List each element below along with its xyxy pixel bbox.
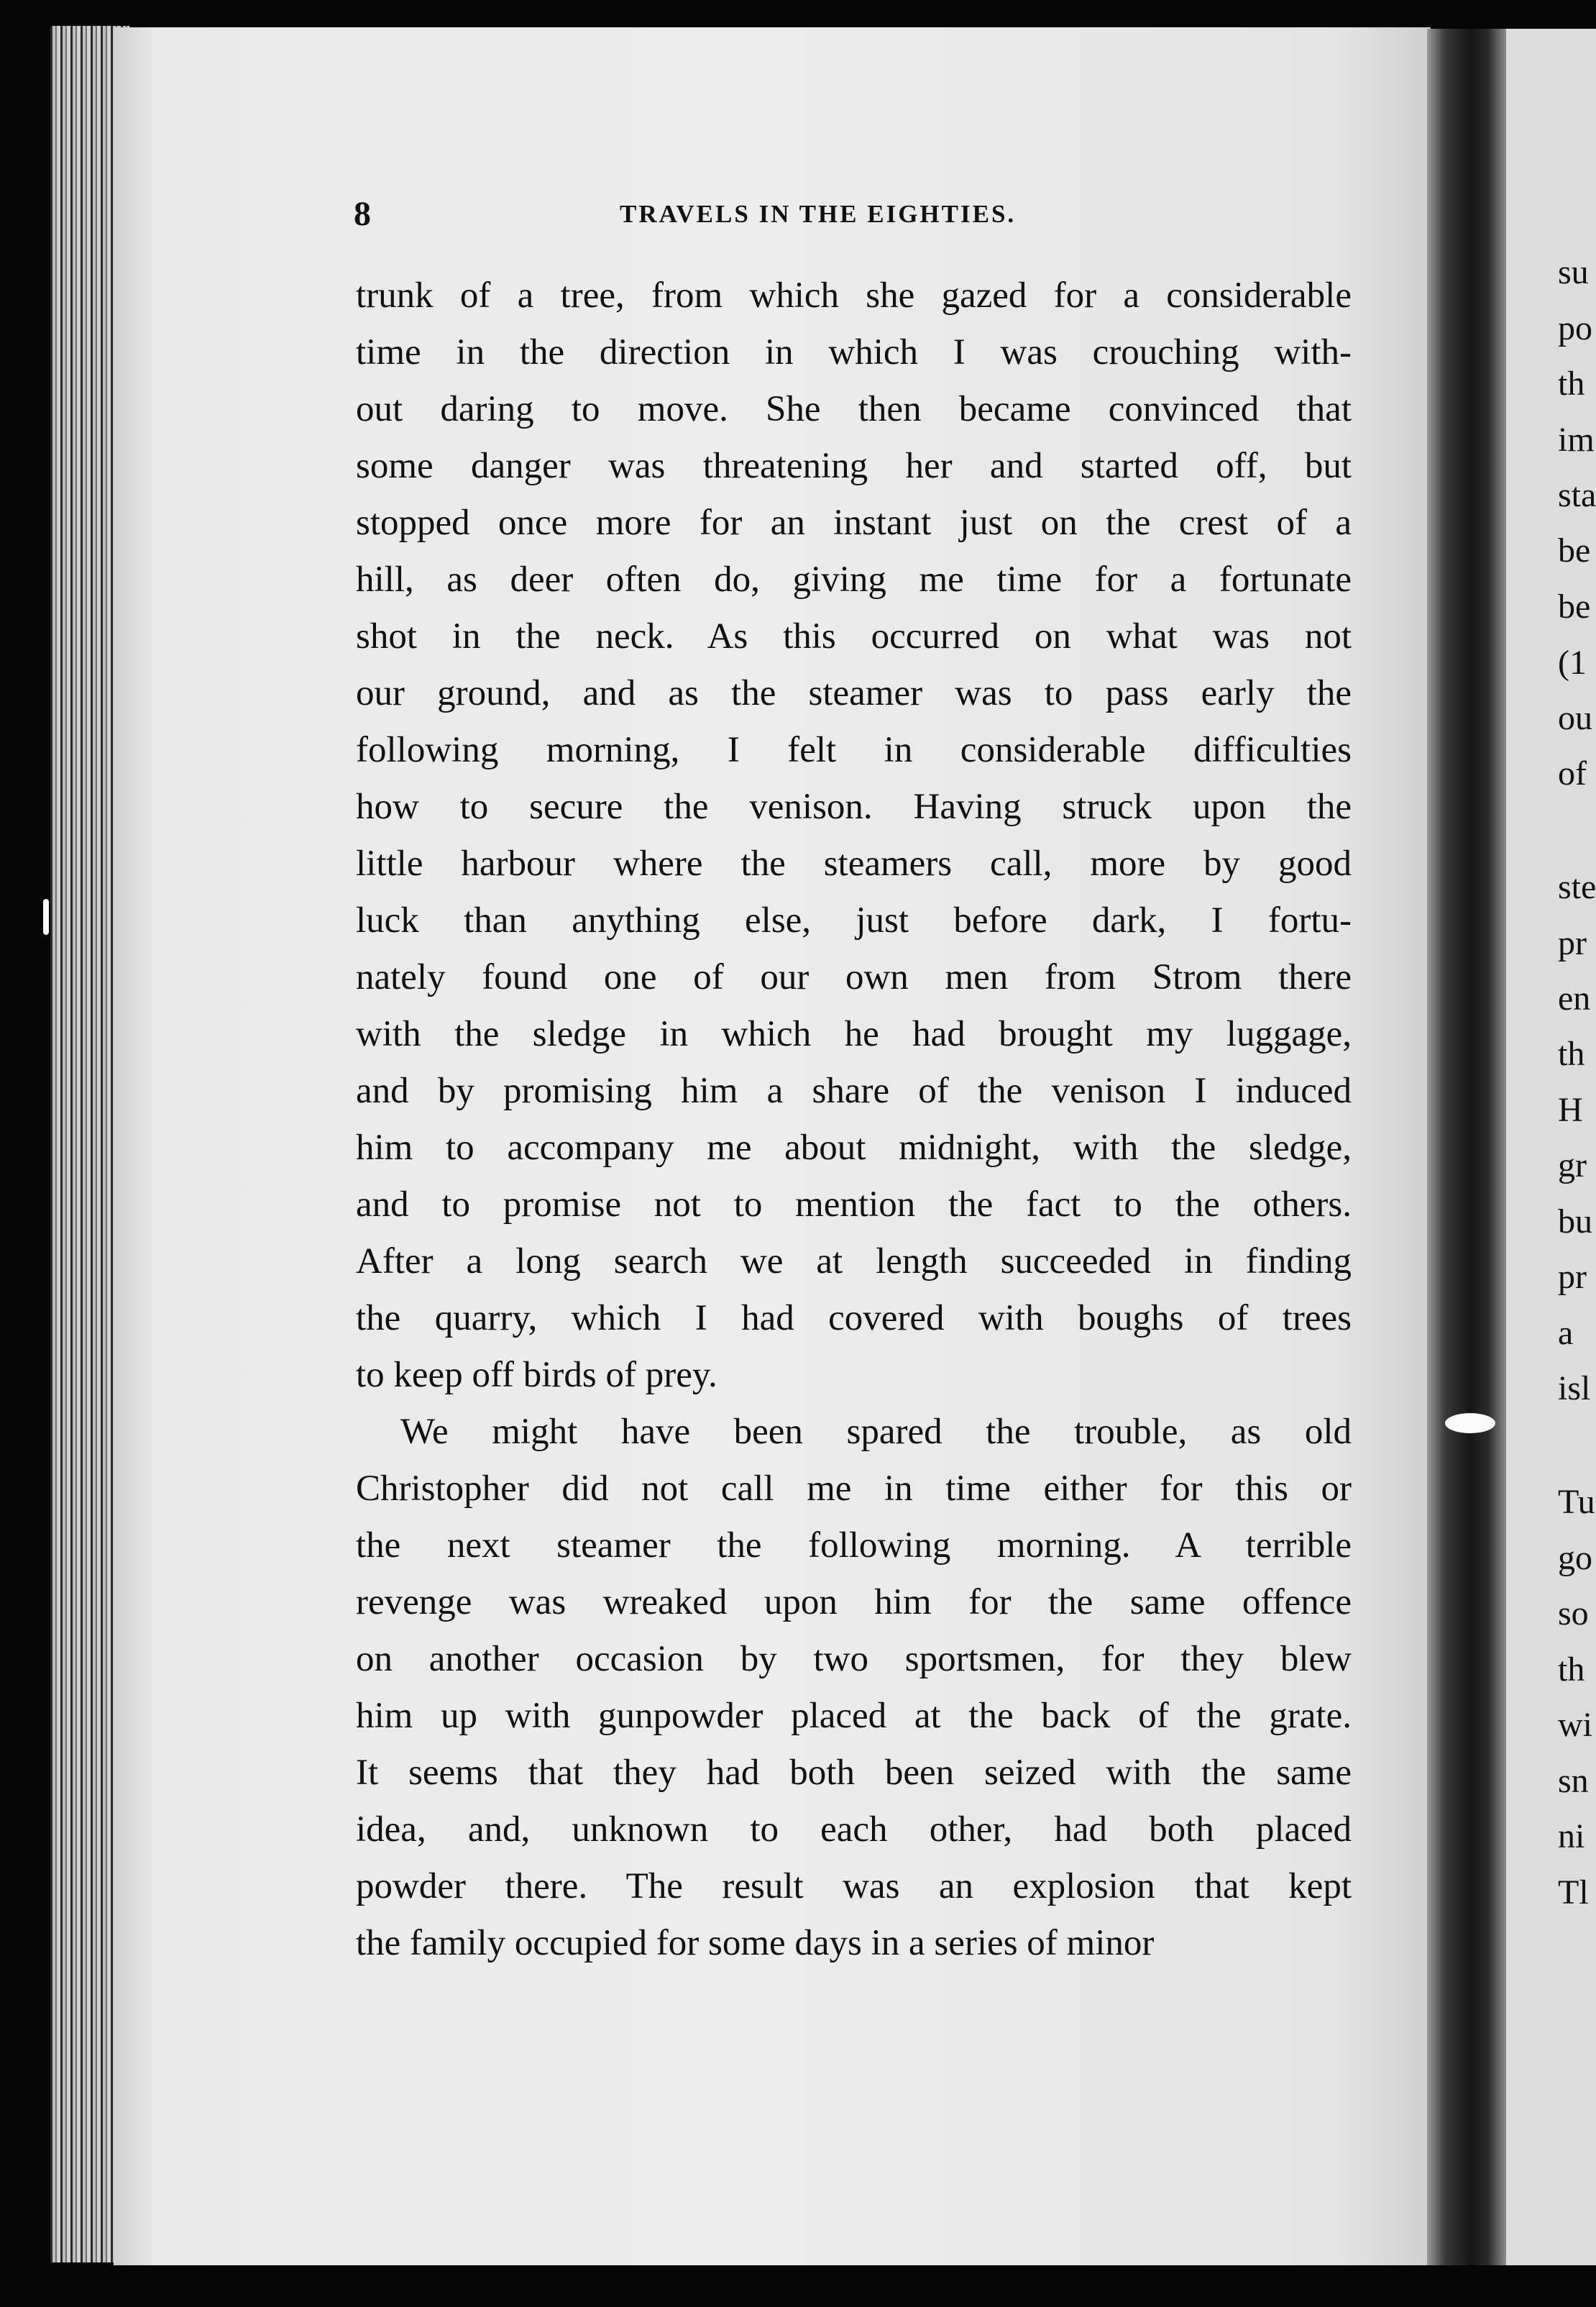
facing-page-fragment: th [1558,365,1585,403]
facing-page-fragment: ni [1558,1817,1585,1855]
scan-speck [43,899,49,935]
text-line: out daring to move. She then became convinced that [356,389,1352,429]
facing-page-fragment: of [1558,754,1587,792]
facing-page-fragment: sn [1558,1762,1589,1800]
facing-page-fragment: ste [1558,868,1596,906]
text-line: and by promising him a share of the venison I induced [356,1071,1352,1111]
facing-page-fragment: go [1558,1539,1592,1577]
facing-page-fragment: th [1558,1650,1585,1689]
facing-page-fragment: a [1558,1314,1574,1352]
facing-page-fragment: su [1558,253,1589,291]
text-line: nately found one of our own men from Strom there [356,957,1352,997]
text-line: him to accompany me about midnight, with the sledge, [356,1128,1352,1168]
text-line: revenge was wreaked upon him for the same offence [356,1582,1352,1622]
page-header [354,194,1353,237]
text-line: shot in the neck. As this occurred on what was not [356,616,1352,657]
text-line: him up with gunpowder placed at the back of the grate. [356,1696,1352,1736]
text-line: how to secure the venison. Having struck upon the [356,787,1352,827]
facing-page-fragment: Tu [1558,1483,1595,1521]
text-line: the next steamer the following morning. A terrible [356,1525,1352,1566]
facing-page-fragment: wi [1558,1706,1592,1744]
text-line: our ground, and as the steamer was to pass early the [356,673,1352,713]
facing-page-fragment: be [1558,531,1591,570]
text-line: stopped once more for an instant just on the crest of a [356,503,1352,543]
scan-speck [1445,1413,1495,1433]
gutter-shadow [1427,29,1506,2265]
running-head: TRAVELS IN THE EIGHTIES. [620,200,1017,228]
facing-page-fragment: th [1558,1035,1585,1073]
facing-page-fragment: ou [1558,699,1592,737]
text-line: hill, as deer often do, giving me time for a fortunate [356,559,1352,600]
text-line: little harbour where the steamers call, more by good [356,844,1352,884]
page-number: 8 [354,195,371,233]
text-line: We might have been spared the trouble, as old [400,1412,1352,1452]
facing-page [1506,29,1596,2265]
facing-page-fragment: pr [1558,924,1587,962]
facing-page-fragment: (1 [1558,644,1587,682]
text-line: idea, and, unknown to each other, had both placed [356,1809,1352,1850]
facing-page-fragment: im [1558,421,1595,459]
facing-page-fragment: Tl [1558,1873,1589,1911]
text-line: following morning, I felt in considerable difficulties [356,730,1352,770]
text-line: some danger was threatening her and started off, but [356,446,1352,486]
text-line: luck than anything else, just before dark, I fortu- [356,900,1352,941]
text-line: the quarry, which I had covered with boughs of trees [356,1298,1352,1338]
text-line: on another occasion by two sportsmen, for they blew [356,1639,1352,1679]
facing-page-fragment: sta [1558,476,1596,514]
text-line: time in the direction in which I was crouching with- [356,332,1352,373]
facing-page-fragment: so [1558,1594,1589,1632]
text-line: to keep off birds of prey. [356,1355,717,1395]
text-line: It seems that they had both been seized with the same [356,1753,1352,1793]
facing-page-fragment: gr [1558,1146,1587,1184]
text-line: and to promise not to mention the fact to the others. [356,1184,1352,1225]
facing-page-fragment: H [1558,1091,1583,1129]
text-line: the family occupied for some days in a series of minor [356,1923,1155,1963]
facing-page-fragment: bu [1558,1202,1592,1241]
facing-page-fragment: pr [1558,1258,1587,1296]
text-line: powder there. The result was an explosion that kept [356,1866,1352,1906]
text-line: Christopher did not call me in time either for this or [356,1468,1352,1509]
body-text [356,268,1352,1972]
text-line: After a long search we at length succeeded in finding [356,1241,1352,1282]
text-line: trunk of a tree, from which she gazed for a considerable [356,275,1352,316]
text-line: with the sledge in which he had brought my luggage, [356,1014,1352,1054]
facing-page-fragment: be [1558,588,1591,626]
facing-page-fragment: en [1558,979,1591,1018]
facing-page-fragment: isl [1558,1369,1591,1407]
facing-page-fragment: po [1558,309,1592,347]
